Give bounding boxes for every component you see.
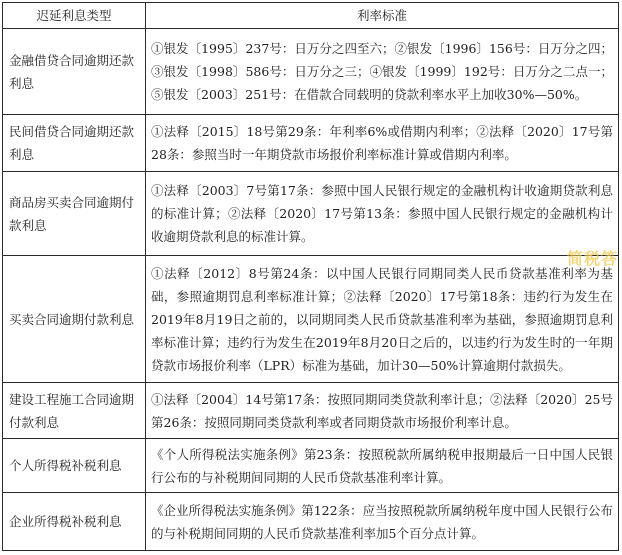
header-type: 迟延利息类型 bbox=[3, 3, 146, 29]
row-type: 建设工程施工合同逾期付款利息 bbox=[3, 383, 146, 439]
row-rate: ①法释〔2003〕7号第17条：参照中国人民银行规定的金融机构计收逾期贷款利息的标准计算；②法释〔2020〕17号第13条：参照中国人民银行规定的金融机构计收逾期贷款利息的标准计算。 bbox=[146, 172, 619, 256]
header-rate: 利率标准 bbox=[146, 3, 619, 29]
row-type: 民间借贷合同逾期还款利息 bbox=[3, 115, 146, 172]
table-row bbox=[3, 29, 619, 115]
watermark: 简税答 bbox=[567, 249, 619, 268]
interest-rate-table bbox=[2, 2, 619, 551]
row-rate: ①法释〔2015〕18号第29条：年利率6%或借期内利率；②法释〔2020〕17号第28条：参照当时一年期贷款市场报价利率标准计算或借期内利率。 bbox=[146, 115, 619, 172]
row-rate: 《个人所得税法实施条例》第23条：按照税款所属纳税申报期最后一日中国人民银行公布的与补税期间同期的人民币贷款基准利率计算。 bbox=[146, 439, 619, 493]
table-row bbox=[3, 383, 619, 439]
table-row bbox=[3, 256, 619, 383]
table-row bbox=[3, 172, 619, 256]
table-row bbox=[3, 493, 619, 551]
table-header-row bbox=[3, 3, 619, 29]
row-rate: ①银发〔1995〕237号：日万分之四至六；②银发〔1996〕156号：日万分之四；③银发〔1998〕586号：日万分之三；④银发〔1999〕192号：日万分之二点一；⑤银发〔2003〕251号：在借款合同载明的贷款利率水平上加收30%—50%。 bbox=[146, 29, 619, 115]
row-type: 个人所得税补税利息 bbox=[3, 439, 146, 493]
row-type: 买卖合同逾期付款利息 bbox=[3, 256, 146, 383]
row-type: 金融借贷合同逾期还款利息 bbox=[3, 29, 146, 115]
row-rate: ①法释〔2004〕14号第17条：按照同期同类贷款利率计息；②法释〔2020〕25号第26条：按照同期同类贷款利率或者同期贷款市场报价利率计息。 bbox=[146, 383, 619, 439]
row-type: 企业所得税补税利息 bbox=[3, 493, 146, 551]
table-row bbox=[3, 115, 619, 172]
row-rate: ①法释〔2012〕8号第24条：以中国人民银行同期同类人民币贷款基准利率为基础，参照逾期罚息利率标准计算；②法释〔2020〕17号第18条：违约行为发生在2019年8月19日之前的，以同期同类人民币贷款基准利率为基础，参照逾期罚息利率标准计算；违约行为发生在2019年8月20日之后的，以违约行为发生时的一年期贷款市场报价利率（LPR）标准为基础，加计30—50%计算逾期付款损失。 bbox=[146, 256, 619, 383]
row-rate: 《企业所得税法实施条例》第122条：应当按照税款所属纳税年度中国人民银行公布的与补税期间同期的人民币贷款基准利率加5个百分点计算。 bbox=[146, 493, 619, 551]
row-type: 商品房买卖合同逾期付款利息 bbox=[3, 172, 146, 256]
table-row bbox=[3, 439, 619, 493]
interest-table-container bbox=[2, 2, 618, 551]
